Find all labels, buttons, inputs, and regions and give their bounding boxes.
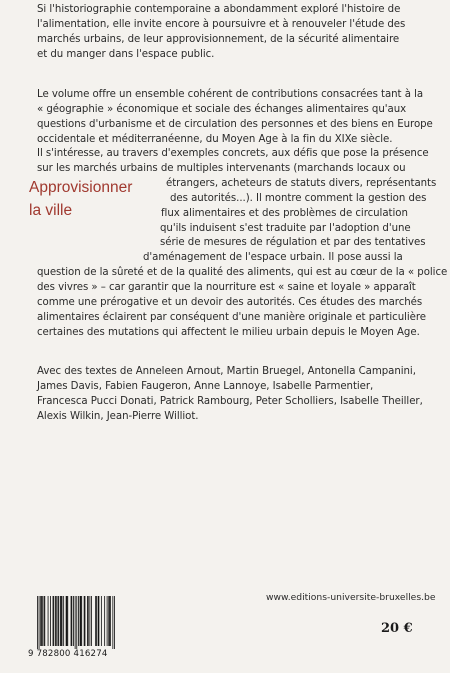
text-line: certaines des mutations qui affectent le milieu urbain depuis le Moyen Age. xyxy=(37,327,420,338)
barcode-bar xyxy=(56,596,57,646)
text-line: Alexis Wilkin, Jean-Pierre Williot. xyxy=(37,411,199,422)
text-line: et du manger dans l'espace public. xyxy=(37,49,215,60)
barcode-bar xyxy=(55,596,56,646)
text-line: des autorités...). Il montre comment la gestion des xyxy=(170,193,427,204)
text-line: Il s'intéresse, au travers d'exemples concrets, aux défis que pose la présence xyxy=(37,148,429,159)
barcode-bar xyxy=(110,596,111,646)
text-line: Si l'historiographie contemporaine a abondamment exploré l'histoire de xyxy=(37,4,401,15)
text-line: alimentaires éclairent par conséquent d'une manière originale et particulière xyxy=(37,312,427,323)
text-line: « géographie » économique et sociale des échanges alimentaires qu'aux xyxy=(37,104,407,115)
barcode-bar xyxy=(91,596,92,646)
barcode-bar xyxy=(85,596,86,646)
book-title xyxy=(29,176,132,222)
barcode-bar xyxy=(99,596,100,646)
barcode-bar xyxy=(58,596,59,646)
barcode-bar xyxy=(73,596,74,646)
barcode-bar xyxy=(109,596,110,646)
text-line: James Davis, Fabien Faugeron, Anne Lannoye, Isabelle Parmentier, xyxy=(37,381,374,392)
barcode-bar xyxy=(42,596,43,646)
title-line: la ville xyxy=(29,202,73,219)
barcode-bar xyxy=(101,596,102,646)
barcode-bar xyxy=(96,596,97,646)
barcode-bar xyxy=(60,596,61,646)
text-line: série de mesures de régulation et par des tentatives xyxy=(160,237,426,248)
text-line: question de la sûreté et de la qualité des aliments, qui est au cœur de la « police xyxy=(37,267,448,278)
barcode-bar xyxy=(107,596,108,646)
barcode xyxy=(28,594,124,664)
barcode-bar xyxy=(112,596,113,649)
barcode-bar xyxy=(89,596,90,646)
barcode-bar xyxy=(37,596,38,649)
barcode-bar xyxy=(71,596,72,646)
price: 20 € xyxy=(381,621,413,636)
text-line: Le volume offre un ensemble cohérent de contributions consacrées tant à la xyxy=(37,89,424,100)
text-line: Avec des textes de Anneleen Arnout, Martin Bruegel, Antonella Campanini, xyxy=(37,366,416,377)
barcode-bar xyxy=(50,596,51,646)
text-line: marchés urbains, de leur approvisionnement, de la sécurité alimentaire xyxy=(37,34,400,45)
barcode-bar xyxy=(41,596,42,646)
barcode-bar xyxy=(40,596,41,646)
barcode-digits: 9 782800 416274 xyxy=(28,649,108,659)
text-line: qu'ils induisent s'est traduite par l'adoption d'une xyxy=(160,223,411,234)
barcode-bar xyxy=(87,596,88,646)
text-line: l'alimentation, elle invite encore à poursuivre et à renouveler l'étude des xyxy=(37,19,406,30)
barcode-bar xyxy=(76,596,77,649)
text-line: d'aménagement de l'espace urbain. Il pose aussi la xyxy=(143,252,403,263)
barcode-bar xyxy=(114,596,115,649)
barcode-bar xyxy=(61,596,62,646)
barcode-bar xyxy=(48,596,49,646)
barcode-bar xyxy=(58,596,59,646)
barcode-bars xyxy=(28,594,124,650)
barcode-bar xyxy=(80,596,81,646)
barcode-bar xyxy=(67,596,68,646)
barcode-bar xyxy=(95,596,96,646)
text-line: sur les marchés urbains de multiples intervenants (marchands locaux ou xyxy=(37,163,406,174)
barcode-bar xyxy=(98,596,99,646)
barcode-bar xyxy=(71,596,72,646)
title-line: Approvisionner xyxy=(29,179,133,196)
barcode-bar xyxy=(63,596,64,646)
barcode-bar xyxy=(67,596,68,646)
barcode-bar xyxy=(81,596,82,646)
text-line: comme une prérogative et un devoir des autorités. Ces études des marchés xyxy=(37,297,423,308)
text-line: occidentale et méditerranéenne, du Moyen Age à la fin du XIXe siècle. xyxy=(37,134,393,145)
barcode-bar xyxy=(84,596,85,646)
barcode-bar xyxy=(108,596,109,646)
barcode-bar xyxy=(80,596,81,646)
barcode-bar xyxy=(104,596,105,646)
barcode-bar xyxy=(88,596,89,646)
barcode-bar xyxy=(62,596,63,646)
text-line: Francesca Pucci Donati, Patrick Rambourg, Peter Scholliers, Isabelle Theiller, xyxy=(37,396,423,407)
barcode-bar xyxy=(53,596,54,646)
text-line: des vivres » – car garantir que la nourriture est « saine et loyale » apparaît xyxy=(37,282,416,293)
text-line: étrangers, acheteurs de statuts divers, représentants xyxy=(166,178,437,189)
barcode-bar xyxy=(78,596,79,646)
publisher-url: www.editions-universite-bruxelles.be xyxy=(266,592,436,603)
barcode-bar xyxy=(44,596,45,646)
text-line: flux alimentaires et des problèmes de circulation xyxy=(161,208,408,219)
barcode-bar xyxy=(39,596,40,649)
barcode-bar xyxy=(66,596,67,646)
barcode-bar xyxy=(53,596,54,646)
barcode-bar xyxy=(75,596,76,649)
barcode-bar xyxy=(44,596,45,646)
text-line: questions d'urbanisme et de circulation des personnes et des biens en Europe xyxy=(37,119,433,130)
